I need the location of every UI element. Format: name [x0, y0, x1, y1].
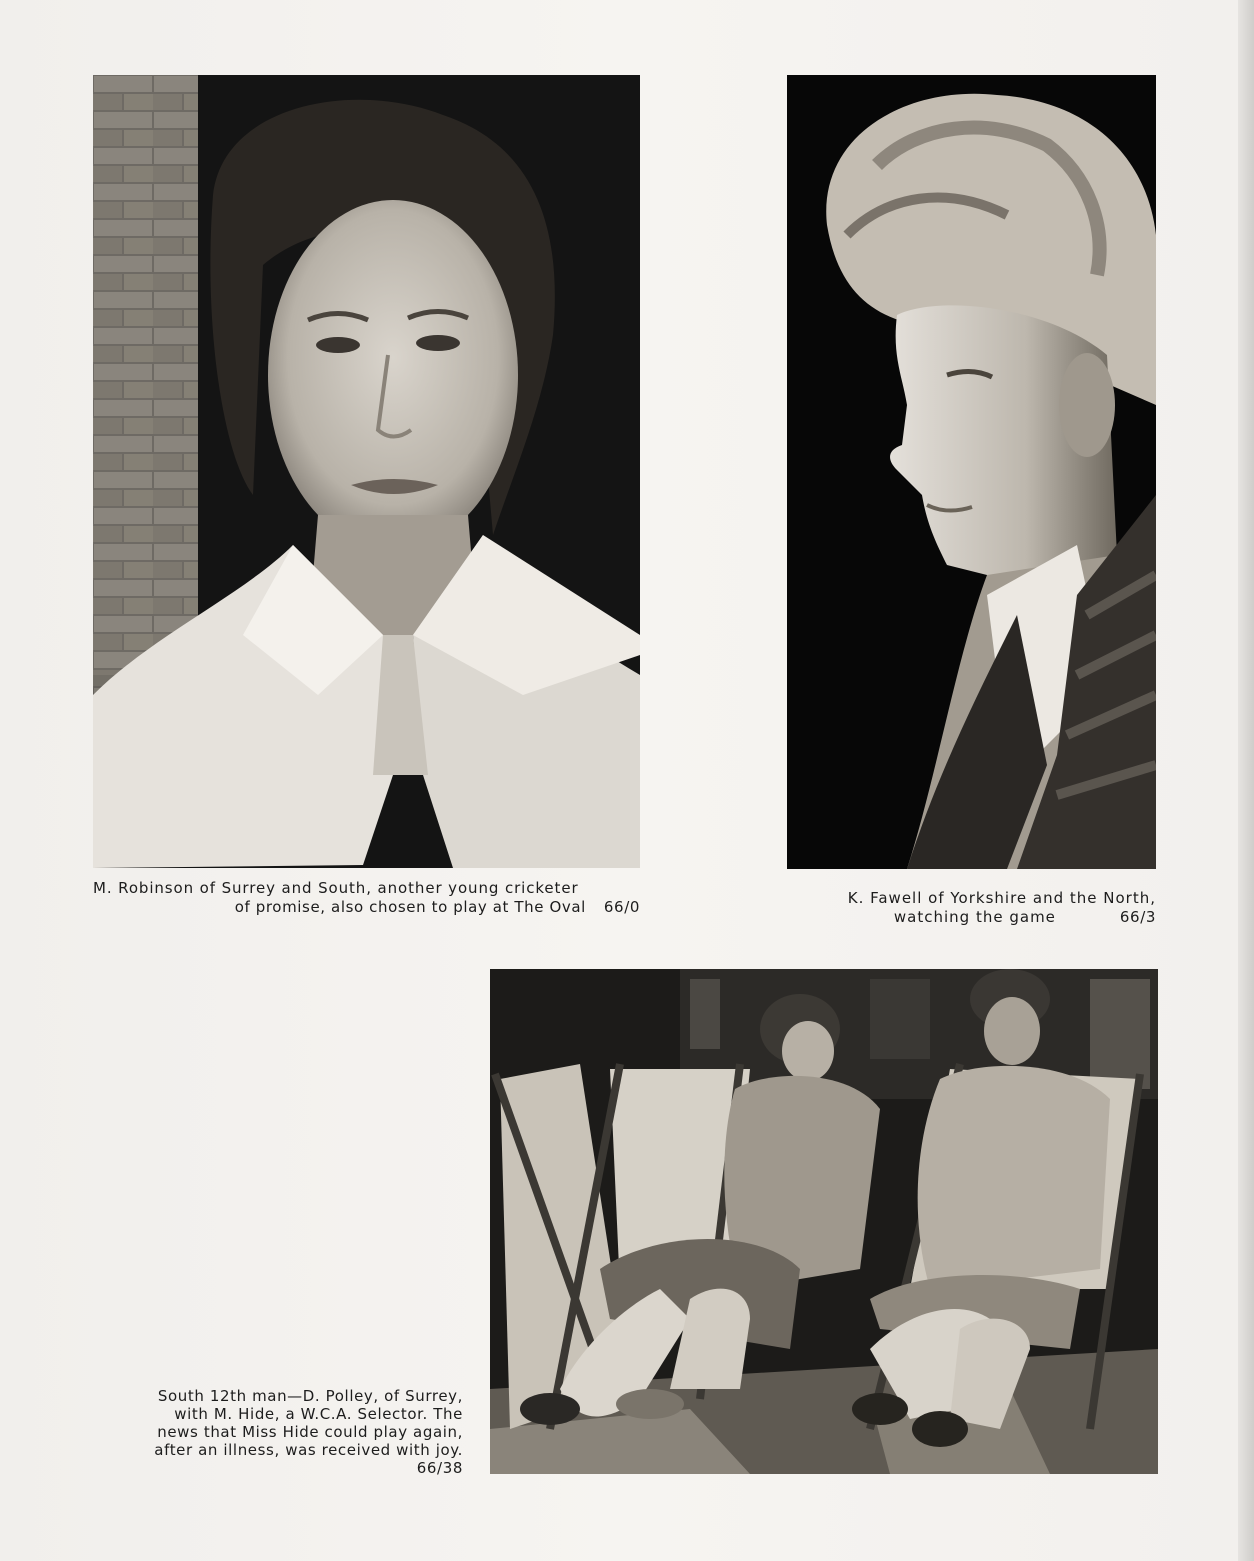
fawell-photo — [787, 75, 1156, 869]
portrait-profile-photo-icon — [787, 75, 1156, 869]
fawell-caption-line-1: K. Fawell of Yorkshire and the North, — [847, 889, 1156, 907]
page-fold-shadow — [1238, 0, 1254, 1561]
fawell-caption-text: watching the game — [893, 908, 1056, 926]
fawell-caption — [760, 889, 1156, 927]
polley-hide-caption-line-4: after an illness, was received with joy. — [154, 1441, 463, 1459]
robinson-photo-ref: 66/0 — [603, 898, 640, 916]
robinson-caption-line-1: M. Robinson of Surrey and South, another young cricketer — [93, 879, 579, 897]
robinson-caption-line-2 — [93, 898, 640, 917]
polley-hide-caption — [88, 1387, 463, 1477]
robinson-caption-text: of promise, also chosen to play at The Oval — [234, 898, 586, 916]
robinson-photo — [93, 75, 640, 868]
portrait-photo-icon — [93, 75, 640, 868]
robinson-caption — [93, 879, 640, 917]
deckchairs-photo-icon — [490, 969, 1158, 1474]
polley-hide-photo-ref: 66/38 — [416, 1459, 463, 1477]
fawell-photo-ref: 66/3 — [1119, 908, 1156, 926]
polley-hide-photo — [490, 969, 1158, 1474]
fawell-caption-line-2 — [760, 908, 1156, 927]
polley-hide-caption-line-1: South 12th man—D. Polley, of Surrey, — [157, 1387, 463, 1405]
polley-hide-caption-line-2: with M. Hide, a W.C.A. Selector. The — [174, 1405, 463, 1423]
polley-hide-caption-line-3: news that Miss Hide could play again, — [157, 1423, 463, 1441]
